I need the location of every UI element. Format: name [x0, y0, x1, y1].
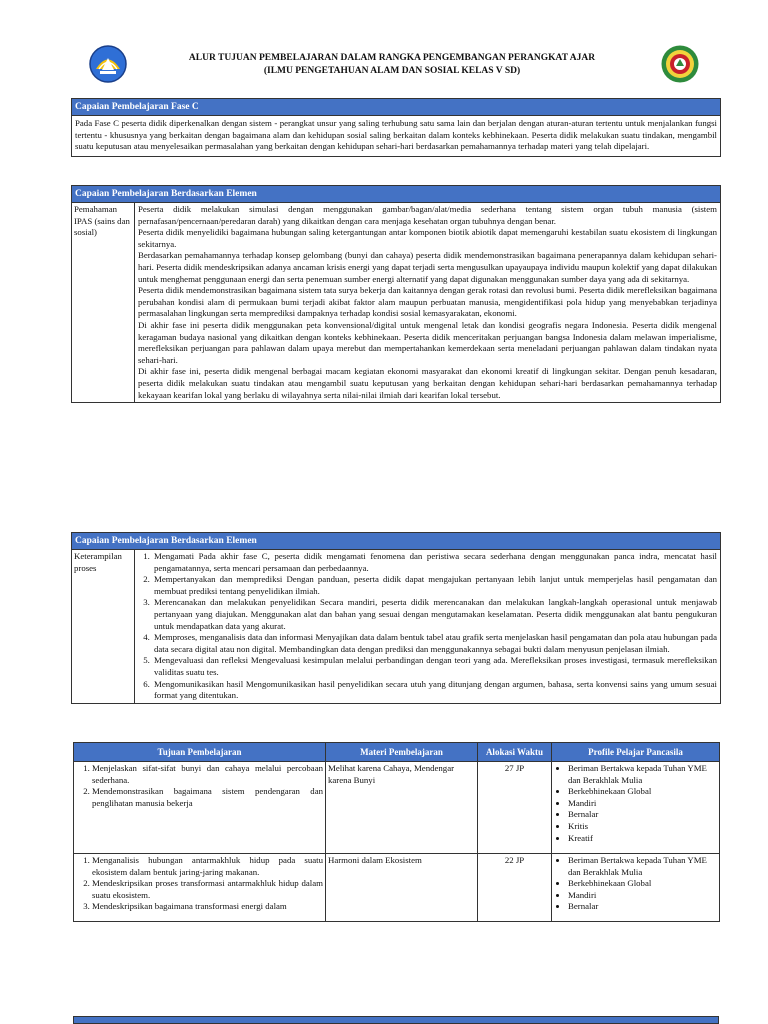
profil-item: • Beriman Bertakwa kepada Tuhan YME dan Berakhlak Mulia [568, 855, 717, 878]
profil-item: • Bernalar [568, 901, 717, 913]
materi-cell: Melihat karena Cahaya, Mendengar karena Bunyi [326, 762, 478, 854]
step-item: 4. Memproses, menganalisis data dan informasi Menyajikan data dalam bentuk tabel atau grafik serta menjelaskan hasil pengamatan dan pola atau hubungan pada data secara digital atau non digital. Membandingkan data dengan prediksi dan menggunakannya sebagai bukti dalam menyusun penjelasan ilmiah. [152, 632, 717, 655]
column-header: Tujuan Pembelajaran [74, 743, 326, 762]
tujuan-pembelajaran-table [73, 742, 720, 922]
tujuan-item: 2. Mendeskripsikan proses transformasi antarmakhluk hidup dalam suatu ekosistem. [92, 878, 323, 901]
table-row [74, 854, 720, 922]
profil-cell [552, 854, 720, 922]
profil-item: • Berkebhinekaan Global [568, 878, 717, 890]
cp-elemen-heading: Capaian Pembelajaran Berdasarkan Elemen [72, 533, 720, 550]
paragraph: Peserta didik melakukan simulasi dengan menggunakan gambar/bagan/alat/media sederhana tentang sistem organ tubuh manusia (sistem pernafasan/pencernaan/peredaran darah) yang dikaitkan dengan cara menjaga kesehatan organ tubuhnya dengan benar. [138, 204, 717, 226]
profil-item: • Beriman Bertakwa kepada Tuhan YME dan Berakhlak Mulia [568, 763, 717, 786]
profil-item: • Bernalar [568, 809, 717, 821]
cp-elemen-row [72, 203, 720, 402]
cp-fase-c-section [71, 98, 721, 157]
alokasi-cell: 22 JP [478, 854, 552, 922]
paragraph: Peserta didik mendemonstrasikan bagaimana sistem tata surya bekerja dan kaitannya dengan gerak rotasi dan revolusi bumi. Peserta didik merefleksikan bagaimana perubahan kondisi alam di permukaan bumi terjadi akibat faktor alam maupun perbuatan manusia, mengidentifikasi pola hidup yang menyebabkan terjadinya permasalahan lingkungan serta memprediksi dampaknya terhadap kondisi sosial kemasyarakatan, ekonomi. [138, 285, 717, 319]
profil-item: • Kritis [568, 821, 717, 833]
tujuan-item: 2. Mendemonstrasikan bagaimana sistem pendengaran dan penglihatan manusia bekerja [92, 786, 323, 809]
cp-elemen-heading: Capaian Pembelajaran Berdasarkan Elemen [72, 186, 720, 203]
step-item: 1. Mengamati Pada akhir fase C, peserta didik mengamati fenomena dan peristiwa secara sederhana dengan menggunakan panca indra, mencatat hasil pengamatannya, serta mencari persamaan dan perbedaannya. [152, 551, 717, 574]
tut-wuri-handayani-logo [88, 44, 128, 84]
element-description [135, 203, 720, 402]
step-item: 5. Mengevaluasi dan refleksi Mengevaluasi kesimpulan melalui perbandingan dengan teori yang ada. Merefleksikan proses investigasi, termasuk merefleksikan validitas suatu tes. [152, 655, 717, 678]
column-header: Materi Pembelajaran [326, 743, 478, 762]
step-item: 2. Mempertanyakan dan memprediksi Dengan panduan, peserta didik dapat mengajukan pertanyaan lebih lanjut untuk memperjelas hasil pengamatan dan membuat prediksi tentang penyelidikan ilmiah. [152, 574, 717, 597]
tujuan-item: 1. Menganalisis hubungan antarmakhluk hidup pada suatu ekosistem dalam bentuk jaring-jaring makanan. [92, 855, 323, 878]
element-name: Pemahaman IPAS (sains dan sosial) [72, 203, 135, 402]
paragraph: Di akhir fase ini peserta didik menggunakan peta konvensional/digital untuk mengenal letak dan kondisi geografis negara Indonesia. Peserta didik mengenal keragaman budaya nasional yang dikaitkan dengan konteks kebhinekaan. Peserta didik menceritakan perjuangan bangsa Indonesia dalam melawan imperialisme, merefleksikan perjuangan para pahlawan dalam upaya merebut dan mempertahankan kemerdekaan serta meneladani perjuangan pahlawan dalam tindakan nyata sehari-hari. [138, 319, 717, 365]
step-item: 3. Merencanakan dan melakukan penyelidikan Secara mandiri, peserta didik merencanakan dan melakukan langkah-langkah operasional untuk menjawab pertanyaan yang diajukan. Menggunakan alat dan bahan yang sesuai dengan mengutamakan keselamatan. Peserta didik menggunakan alat bantu pengukuran untuk mendapatkan data yang akurat. [152, 597, 717, 632]
cp-fase-c-heading: Capaian Pembelajaran Fase C [72, 99, 720, 116]
paragraph: Peserta didik menyelidiki bagaimana hubungan saling ketergantungan antar komponen biotik abiotik dapat memengaruhi kestabilan suatu ekosistem di lingkungan sekitarnya. [138, 227, 717, 249]
tujuan-cell [74, 762, 326, 854]
profil-item: • Berkebhinekaan Global [568, 786, 717, 798]
materi-cell: Harmoni dalam Ekosistem [326, 854, 478, 922]
next-table-header-partial [73, 1016, 719, 1024]
title-line-2: (ILMU PENGETAHUAN ALAM DAN SOSIAL KELAS V SD) [263, 66, 521, 76]
cp-elemen-pemahaman-section [71, 185, 721, 403]
table-header-row [74, 743, 720, 762]
alokasi-cell: 27 JP [478, 762, 552, 854]
tujuan-item: 3. Mendeskripsikan bagaimana transformasi energi dalam [92, 901, 323, 913]
column-header: Alokasi Waktu [478, 743, 552, 762]
profil-item: • Mandiri [568, 890, 717, 902]
cp-elemen-keterampilan-section [71, 532, 721, 704]
column-header: Profile Pelajar Pancasila [552, 743, 720, 762]
profil-item: • Mandiri [568, 798, 717, 810]
title-line-1: ALUR TUJUAN PEMBELAJARAN DALAM RANGKA PENGEMBANGAN PERANGKAT AJAR [188, 53, 596, 63]
step-item: 6. Mengomunikasikan hasil Mengomunikasikan hasil penyelidikan secara utuh yang ditunjang dengan argumen, bahasa, serta konvensi sains yang umum sesuai format yang ditentukan. [152, 679, 717, 702]
profil-cell [552, 762, 720, 854]
cp-elemen-row [72, 550, 720, 703]
paragraph: Berdasarkan pemahamannya terhadap konsep gelombang (bunyi dan cahaya) peserta didik mendemonstrasikan bagaimana penerapannya dalam kehidupan sehari-hari. Peserta didik mendeskripsikan adanya ancaman krisis energi yang dapat terjadi serta mengusulkan upayaupaya individu maupun kolektif yang dapat dilakukan untuk menghemat penggunaan energi dan serta penemuan sumber energi alternatif yang dapat digunakan menggunakan sumber daya yang ada di sekitarnya. [138, 250, 717, 284]
table-row [74, 762, 720, 854]
element-steps [135, 550, 720, 703]
document-header [0, 44, 768, 90]
tujuan-item: 1. Menjelaskan sifat-sifat bunyi dan cahaya melalui percobaan sederhana. [92, 763, 323, 786]
paragraph: Di akhir fase ini, peserta didik mengenal berbagai macam kegiatan ekonomi masyarakat dan ekonomi kreatif di lingkungan sekitar. Dengan penuh kesadaran, peserta didik melakukan suatu tindakan atau mengambil suatu keputusan yang berkaitan dengan kehidupan sehari-hari berdasarkan pemahamannya terhadap kekayaan kearifan lokal yang berlaku di wilayahnya serta nilai-nilai ilmiah dari kearifan lokal tersebut. [138, 366, 717, 400]
profil-item: • Kreatif [568, 833, 717, 845]
tujuan-cell [74, 854, 326, 922]
element-name: Keterampilan proses [72, 550, 135, 703]
school-seal-logo [660, 44, 700, 84]
document-title [150, 52, 634, 78]
cp-fase-c-text: Pada Fase C peserta didik diperkenalkan dengan sistem - perangkat unsur yang saling terhubung satu sama lain dan berjalan dengan aturan-aturan tertentu untuk menjalankan fungsi tertentu - khususnya yang berkaitan dengan bagaimana alam dan kehidupan sosial saling berkaitan dalam konteks kebhinekaan. Peserta didik melakukan suatu tindakan, mengambil suatu keputusan atau menyelesaikan permasalahan yang berkaitan dengan kehidupan sehari-hari berdasarkan pemahamannya terhadap materi yang telah dipelajari. [75, 118, 717, 152]
